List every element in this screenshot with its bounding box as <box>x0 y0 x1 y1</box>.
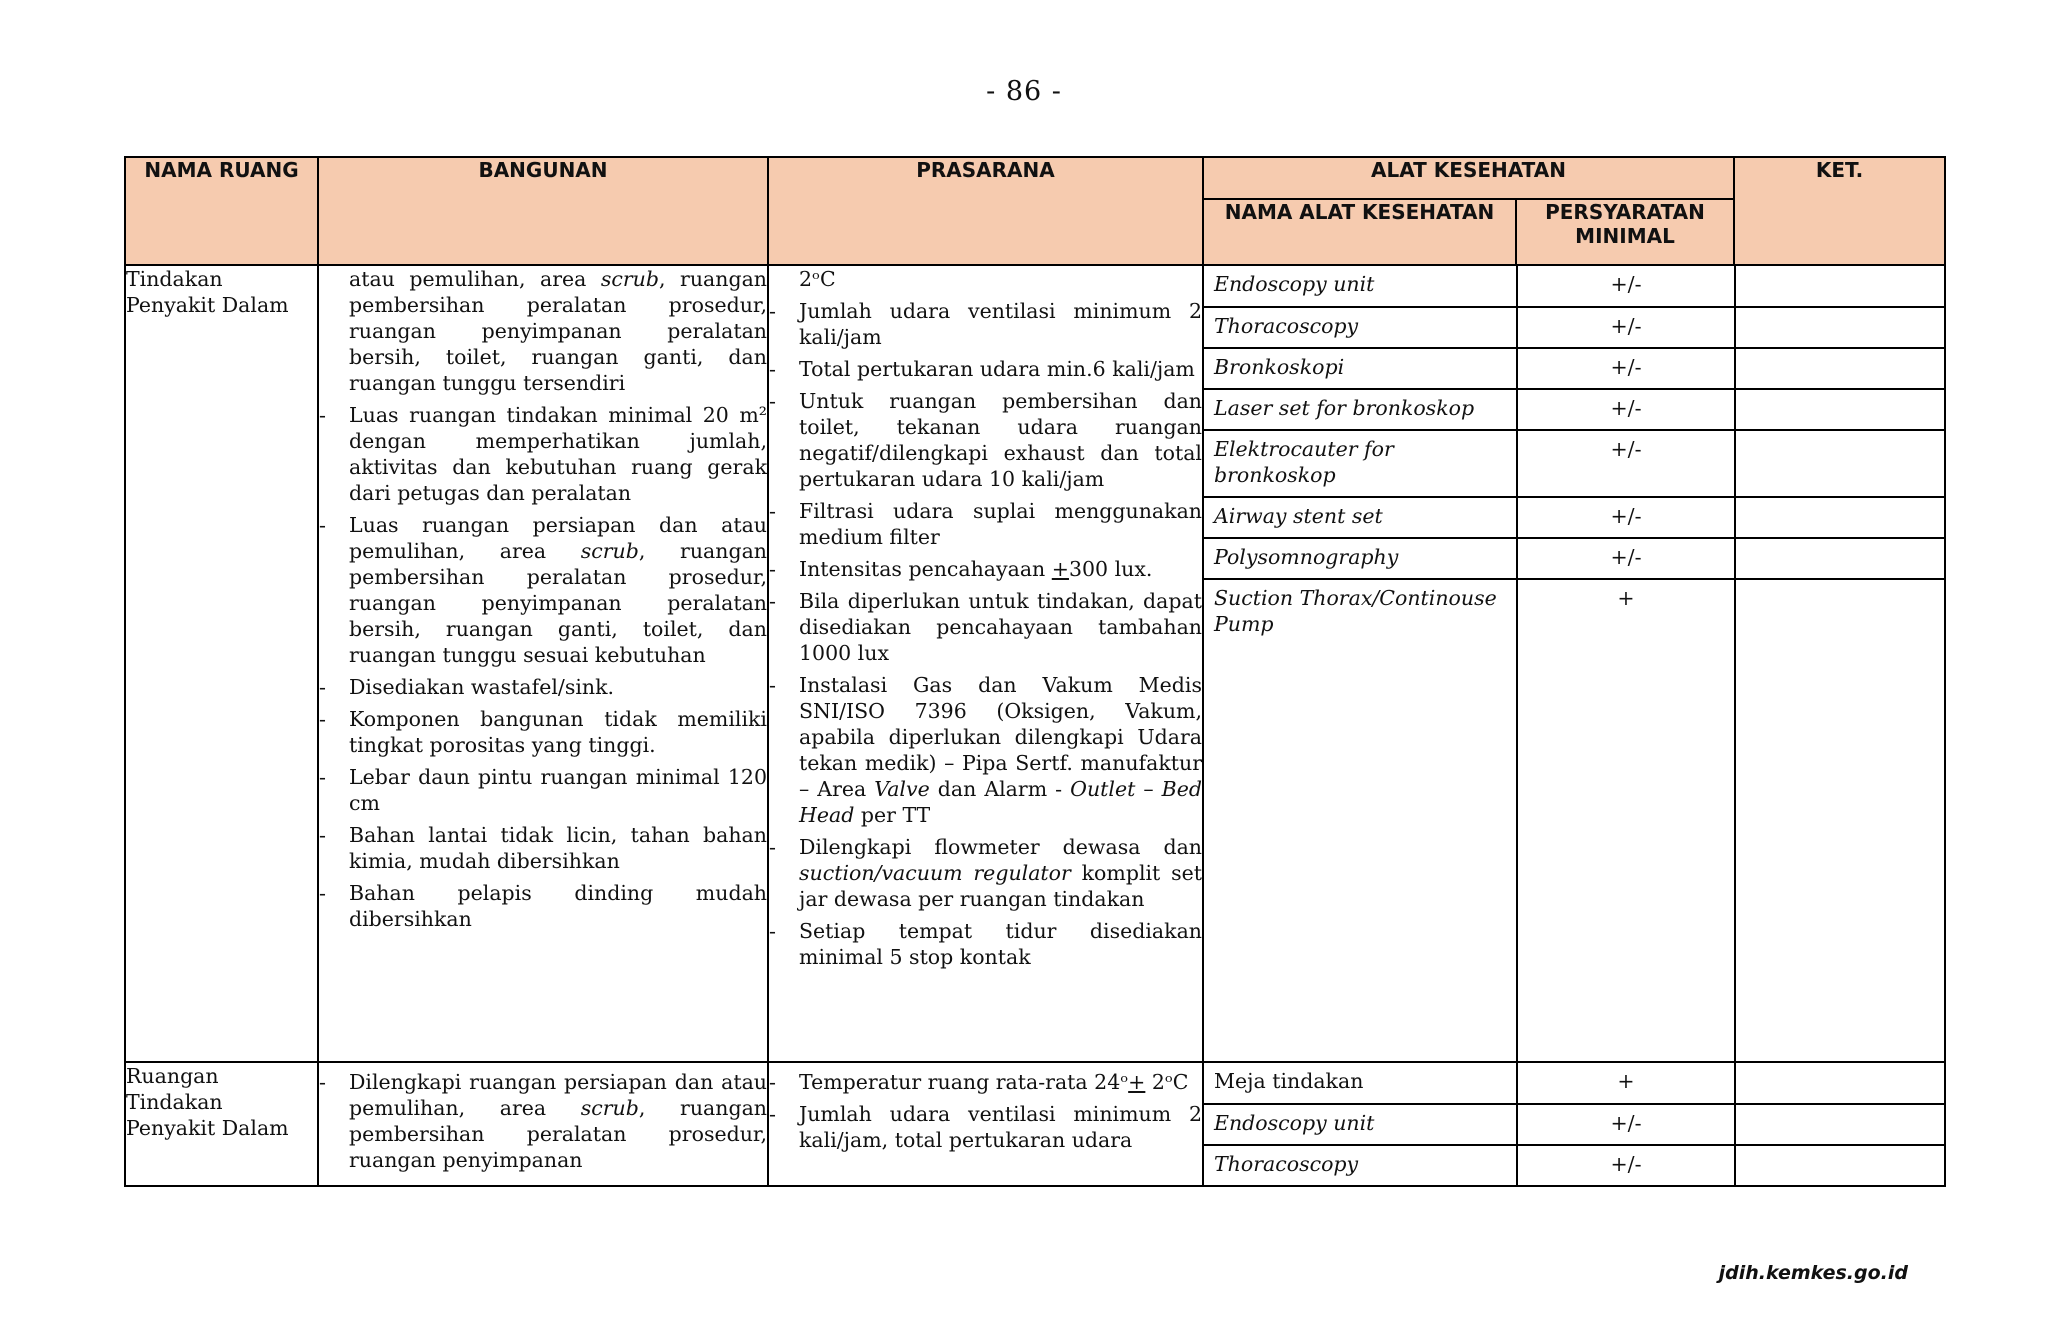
list-item: - Bahan lantai tidak licin, tahan bahan kimia, mudah dibersihkan <box>319 823 767 873</box>
ket-cell <box>1735 307 1946 348</box>
list-item: - Lebar daun pintu ruangan minimal 120 cm <box>319 765 767 815</box>
ket-cell <box>1735 1104 1946 1145</box>
list-item: - Disediakan wastafel/sink. <box>319 675 615 699</box>
list-item: - Dilengkapi flowmeter dewasa dan suction/vacuum regulator komplit set jar dewasa per ruangan tindakan <box>769 835 1202 911</box>
table-row <box>1204 538 1946 579</box>
alat-name: Suction Thorax/Continouse Pump <box>1204 579 1517 1061</box>
alat-syarat: +/- <box>1517 1104 1735 1145</box>
table-row <box>125 265 1945 1062</box>
alat-name: Thoracoscopy <box>1204 1145 1517 1185</box>
table-row <box>1204 1145 1946 1185</box>
alat-name: Endoscopy unit <box>1204 1104 1517 1145</box>
header-alat-kesehatan: ALAT KESEHATAN <box>1203 157 1734 199</box>
table-row <box>1204 497 1946 538</box>
list-item: atau pemulihan, area scrub, ruangan pembersihan peralatan prosedur, ruangan penyimpanan peralatan bersih, toilet, ruangan ganti, dan ruangan tunggu tersendiri <box>349 267 767 395</box>
list-item: - Bila diperlukan untuk tindakan, dapat disediakan pencahayaan tambahan 1000 lux <box>769 589 1202 665</box>
header-nama-alat: NAMA ALAT KESEHATAN <box>1203 199 1516 265</box>
list-item: - Jumlah udara ventilasi minimum 2 kali/jam, total pertukaran udara <box>769 1102 1202 1152</box>
table-row <box>1204 389 1946 430</box>
bangunan-cell <box>318 1062 768 1186</box>
ket-cell <box>1735 497 1946 538</box>
ket-cell <box>1735 348 1946 389</box>
ket-cell <box>1735 1063 1946 1104</box>
ket-cell <box>1735 389 1946 430</box>
alat-name: Elektrocauter for bronkoskop <box>1204 430 1517 497</box>
alat-kesehatan-cell <box>1203 1062 1945 1186</box>
list-item: - Filtrasi udara suplai menggunakan medium filter <box>769 499 1202 549</box>
list-item: 2ᵒC <box>799 267 836 291</box>
list-item: - Luas ruangan persiapan dan atau pemulihan, area scrub, ruangan pembersihan peralatan prosedur, ruangan penyimpanan peralatan bersih, ruangan ganti, toilet, dan ruangan tunggu sesuai kebutuhan <box>319 513 767 667</box>
alat-syarat: + <box>1517 579 1735 1061</box>
bangunan-cell <box>318 265 768 1062</box>
alat-syarat: +/- <box>1517 430 1735 497</box>
header-bangunan: BANGUNAN <box>318 157 768 265</box>
header-nama-ruang: NAMA RUANG <box>125 157 318 265</box>
table-row <box>1204 307 1946 348</box>
prasarana-cell <box>768 1062 1203 1186</box>
nama-ruang-cell: Ruangan Tindakan Penyakit Dalam <box>125 1062 318 1186</box>
table-row <box>125 1062 1945 1186</box>
alat-kesehatan-cell <box>1203 265 1945 1062</box>
ket-cell <box>1735 579 1946 1061</box>
header-persyaratan: PERSYARATAN MINIMAL <box>1516 199 1734 265</box>
list-item: - Temperatur ruang rata-rata 24ᵒ+ 2ᵒC <box>769 1070 1189 1094</box>
nama-ruang-cell: Tindakan Penyakit Dalam <box>125 265 318 1062</box>
alat-syarat: +/- <box>1517 348 1735 389</box>
ket-cell <box>1735 430 1946 497</box>
alat-name: Endoscopy unit <box>1204 266 1517 307</box>
list-item: - Intensitas pencahayaan +300 lux. <box>769 557 1153 581</box>
table-row <box>1204 579 1946 1061</box>
alat-name: Laser set for bronkoskop <box>1204 389 1517 430</box>
list-item: - Komponen bangunan tidak memiliki tingkat porositas yang tinggi. <box>319 707 767 757</box>
alat-syarat: +/- <box>1517 497 1735 538</box>
list-item: - Bahan pelapis dinding mudah dibersihkan <box>319 881 767 931</box>
table-row <box>1204 1104 1946 1145</box>
list-item: - Dilengkapi ruangan persiapan dan atau pemulihan, area scrub, ruangan pembersihan peralatan prosedur, ruangan penyimpanan <box>319 1070 767 1172</box>
requirements-table <box>124 156 1946 1187</box>
alat-syarat: +/- <box>1517 538 1735 579</box>
page-number: - 86 - <box>986 76 1062 107</box>
footer-source: jdih.kemkes.go.id <box>1718 1262 1908 1284</box>
alat-name: Airway stent set <box>1204 497 1517 538</box>
alat-name: Bronkoskopi <box>1204 348 1517 389</box>
prasarana-cell <box>768 265 1203 1062</box>
list-item: - Instalasi Gas dan Vakum Medis SNI/ISO 7396 (Oksigen, Vakum, apabila diperlukan dilengkapi Udara tekan medik) – Pipa Sertf. manufaktur – Area Valve dan Alarm - Outlet – Bed Head per TT <box>769 673 1202 827</box>
alat-name: Thoracoscopy <box>1204 307 1517 348</box>
table-row <box>1204 1063 1946 1104</box>
list-item: - Luas ruangan tindakan minimal 20 m² dengan memperhatikan jumlah, aktivitas dan kebutuhan ruang gerak dari petugas dan peralatan <box>319 403 767 505</box>
header-prasarana: PRASARANA <box>768 157 1203 265</box>
alat-syarat: +/- <box>1517 266 1735 307</box>
table-row <box>1204 430 1946 497</box>
alat-syarat: +/- <box>1517 307 1735 348</box>
alat-syarat: + <box>1517 1063 1735 1104</box>
alat-syarat: +/- <box>1517 1145 1735 1185</box>
ket-cell <box>1735 538 1946 579</box>
list-item: - Total pertukaran udara min.6 kali/jam <box>769 357 1195 381</box>
alat-name: Polysomnography <box>1204 538 1517 579</box>
header-ket: KET. <box>1734 157 1945 265</box>
table-row <box>1204 266 1946 307</box>
ket-cell <box>1735 266 1946 307</box>
list-item: - Setiap tempat tidur disediakan minimal 5 stop kontak <box>769 919 1202 969</box>
ket-cell <box>1735 1145 1946 1185</box>
alat-name: Meja tindakan <box>1204 1063 1517 1104</box>
list-item: - Untuk ruangan pembersihan dan toilet, tekanan udara ruangan negatif/dilengkapi exhaust dan total pertukaran udara 10 kali/jam <box>769 389 1202 491</box>
alat-syarat: +/- <box>1517 389 1735 430</box>
list-item: - Jumlah udara ventilasi minimum 2 kali/jam <box>769 299 1202 349</box>
table-row <box>1204 348 1946 389</box>
